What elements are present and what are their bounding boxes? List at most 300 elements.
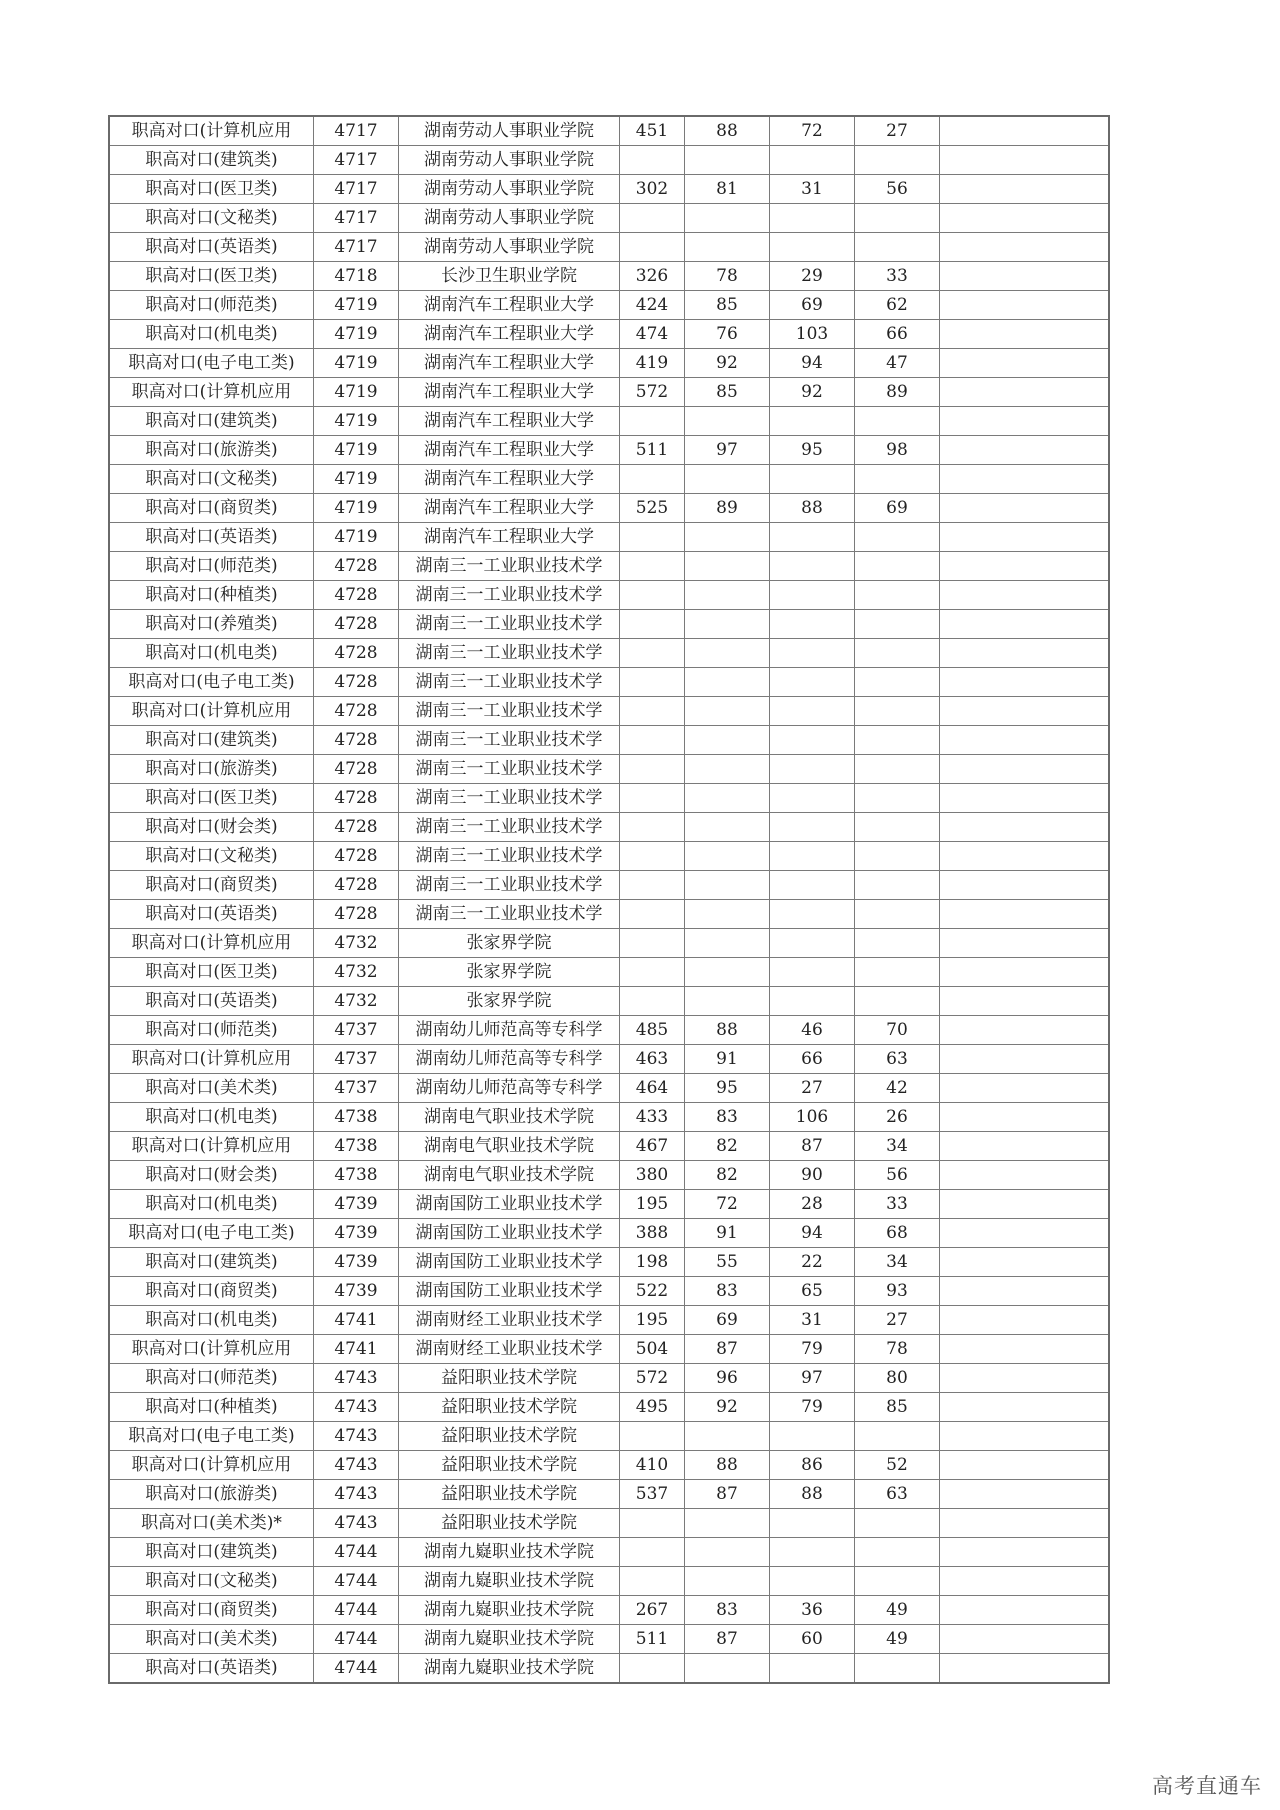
score-3-cell: 36 — [770, 1596, 855, 1625]
total-score-cell — [620, 552, 685, 581]
total-score-cell: 267 — [620, 1596, 685, 1625]
score-4-cell — [855, 523, 940, 552]
table-row — [109, 116, 1109, 146]
score-4-cell — [855, 1654, 940, 1684]
school-name-cell: 湖南三一工业职业技术学 — [399, 784, 620, 813]
total-score-cell — [620, 1538, 685, 1567]
school-name-cell: 益阳职业技术学院 — [399, 1480, 620, 1509]
school-name-cell: 湖南汽车工程职业大学 — [399, 291, 620, 320]
total-score-cell: 504 — [620, 1335, 685, 1364]
score-3-cell — [770, 523, 855, 552]
score-4-cell — [855, 233, 940, 262]
remark-cell — [940, 668, 1110, 697]
score-3-cell: 72 — [770, 116, 855, 146]
score-4-cell: 85 — [855, 1393, 940, 1422]
category-cell: 职高对口(文秘类) — [109, 465, 314, 494]
remark-cell — [940, 1016, 1110, 1045]
school-code-cell: 4717 — [314, 204, 399, 233]
category-cell: 职高对口(英语类) — [109, 523, 314, 552]
table-row — [109, 1654, 1109, 1684]
score-2-cell: 83 — [685, 1103, 770, 1132]
score-2-cell — [685, 552, 770, 581]
score-4-cell: 27 — [855, 1306, 940, 1335]
remark-cell — [940, 436, 1110, 465]
school-name-cell: 湖南国防工业职业技术学 — [399, 1248, 620, 1277]
score-table — [108, 115, 1110, 1684]
category-cell: 职高对口(商贸类) — [109, 1277, 314, 1306]
score-2-cell: 87 — [685, 1335, 770, 1364]
score-2-cell: 88 — [685, 116, 770, 146]
table-row — [109, 1567, 1109, 1596]
score-2-cell — [685, 465, 770, 494]
table-row — [109, 204, 1109, 233]
total-score-cell: 433 — [620, 1103, 685, 1132]
school-name-cell: 湖南劳动人事职业学院 — [399, 204, 620, 233]
category-cell: 职高对口(商贸类) — [109, 871, 314, 900]
total-score-cell — [620, 929, 685, 958]
category-cell: 职高对口(电子电工类) — [109, 1422, 314, 1451]
score-2-cell: 96 — [685, 1364, 770, 1393]
score-4-cell — [855, 668, 940, 697]
remark-cell — [940, 1219, 1110, 1248]
category-cell: 职高对口(计算机应用 — [109, 1451, 314, 1480]
category-cell: 职高对口(师范类) — [109, 1016, 314, 1045]
category-cell: 职高对口(英语类) — [109, 1654, 314, 1684]
table-row — [109, 407, 1109, 436]
score-2-cell — [685, 1654, 770, 1684]
total-score-cell — [620, 407, 685, 436]
remark-cell — [940, 1596, 1110, 1625]
score-3-cell: 46 — [770, 1016, 855, 1045]
school-name-cell: 湖南电气职业技术学院 — [399, 1103, 620, 1132]
school-code-cell: 4743 — [314, 1393, 399, 1422]
table-row — [109, 668, 1109, 697]
score-3-cell: 69 — [770, 291, 855, 320]
school-code-cell: 4738 — [314, 1132, 399, 1161]
table-row — [109, 784, 1109, 813]
remark-cell — [940, 233, 1110, 262]
school-code-cell: 4728 — [314, 813, 399, 842]
school-name-cell: 湖南劳动人事职业学院 — [399, 116, 620, 146]
school-name-cell: 湖南三一工业职业技术学 — [399, 610, 620, 639]
remark-cell — [940, 1248, 1110, 1277]
category-cell: 职高对口(师范类) — [109, 552, 314, 581]
school-code-cell: 4719 — [314, 407, 399, 436]
score-4-cell: 93 — [855, 1277, 940, 1306]
table-row — [109, 552, 1109, 581]
school-code-cell: 4743 — [314, 1364, 399, 1393]
school-name-cell: 湖南电气职业技术学院 — [399, 1132, 620, 1161]
category-cell: 职高对口(机电类) — [109, 1190, 314, 1219]
score-3-cell: 95 — [770, 436, 855, 465]
table-row — [109, 1451, 1109, 1480]
school-name-cell: 益阳职业技术学院 — [399, 1451, 620, 1480]
table-row — [109, 1393, 1109, 1422]
school-code-cell: 4728 — [314, 900, 399, 929]
table-row — [109, 262, 1109, 291]
score-4-cell: 56 — [855, 175, 940, 204]
school-name-cell: 湖南三一工业职业技术学 — [399, 813, 620, 842]
score-3-cell: 106 — [770, 1103, 855, 1132]
remark-cell — [940, 204, 1110, 233]
school-name-cell: 湖南九嶷职业技术学院 — [399, 1654, 620, 1684]
category-cell: 职高对口(商贸类) — [109, 1596, 314, 1625]
school-code-cell: 4739 — [314, 1219, 399, 1248]
score-4-cell — [855, 929, 940, 958]
score-4-cell — [855, 958, 940, 987]
score-3-cell — [770, 755, 855, 784]
school-name-cell: 张家界学院 — [399, 958, 620, 987]
score-2-cell — [685, 697, 770, 726]
category-cell: 职高对口(医卫类) — [109, 262, 314, 291]
category-cell: 职高对口(财会类) — [109, 1161, 314, 1190]
score-3-cell: 79 — [770, 1335, 855, 1364]
score-2-cell — [685, 233, 770, 262]
score-2-cell: 72 — [685, 1190, 770, 1219]
score-4-cell: 34 — [855, 1132, 940, 1161]
remark-cell — [940, 1277, 1110, 1306]
category-cell: 职高对口(英语类) — [109, 987, 314, 1016]
total-score-cell — [620, 204, 685, 233]
score-3-cell — [770, 1567, 855, 1596]
score-4-cell: 80 — [855, 1364, 940, 1393]
category-cell: 职高对口(养殖类) — [109, 610, 314, 639]
score-3-cell — [770, 987, 855, 1016]
score-4-cell — [855, 813, 940, 842]
score-2-cell: 69 — [685, 1306, 770, 1335]
table-row — [109, 436, 1109, 465]
score-2-cell: 78 — [685, 262, 770, 291]
score-3-cell — [770, 958, 855, 987]
total-score-cell: 511 — [620, 1625, 685, 1654]
remark-cell — [940, 1103, 1110, 1132]
score-4-cell: 33 — [855, 1190, 940, 1219]
score-3-cell: 22 — [770, 1248, 855, 1277]
remark-cell — [940, 813, 1110, 842]
total-score-cell — [620, 668, 685, 697]
table-row — [109, 378, 1109, 407]
score-3-cell — [770, 1422, 855, 1451]
school-code-cell: 4719 — [314, 349, 399, 378]
remark-cell — [940, 1422, 1110, 1451]
table-row — [109, 1248, 1109, 1277]
total-score-cell: 302 — [620, 175, 685, 204]
table-row — [109, 639, 1109, 668]
remark-cell — [940, 639, 1110, 668]
school-code-cell: 4732 — [314, 958, 399, 987]
score-2-cell: 85 — [685, 291, 770, 320]
school-code-cell: 4744 — [314, 1654, 399, 1684]
score-4-cell — [855, 146, 940, 175]
table-row — [109, 1625, 1109, 1654]
school-code-cell: 4743 — [314, 1509, 399, 1538]
score-3-cell — [770, 639, 855, 668]
category-cell: 职高对口(文秘类) — [109, 842, 314, 871]
remark-cell — [940, 929, 1110, 958]
remark-cell — [940, 871, 1110, 900]
school-code-cell: 4744 — [314, 1567, 399, 1596]
score-2-cell: 82 — [685, 1132, 770, 1161]
total-score-cell — [620, 842, 685, 871]
school-name-cell: 湖南汽车工程职业大学 — [399, 320, 620, 349]
school-name-cell: 湖南劳动人事职业学院 — [399, 146, 620, 175]
score-4-cell — [855, 1538, 940, 1567]
score-2-cell — [685, 726, 770, 755]
score-4-cell: 33 — [855, 262, 940, 291]
table-row — [109, 1335, 1109, 1364]
category-cell: 职高对口(商贸类) — [109, 494, 314, 523]
remark-cell — [940, 175, 1110, 204]
school-code-cell: 4717 — [314, 233, 399, 262]
score-4-cell — [855, 639, 940, 668]
total-score-cell: 198 — [620, 1248, 685, 1277]
total-score-cell — [620, 697, 685, 726]
table-row — [109, 813, 1109, 842]
score-3-cell: 27 — [770, 1074, 855, 1103]
total-score-cell — [620, 581, 685, 610]
score-2-cell: 81 — [685, 175, 770, 204]
total-score-cell: 388 — [620, 1219, 685, 1248]
school-code-cell: 4741 — [314, 1306, 399, 1335]
score-4-cell — [855, 465, 940, 494]
score-2-cell — [685, 581, 770, 610]
school-code-cell: 4739 — [314, 1277, 399, 1306]
school-name-cell: 湖南汽车工程职业大学 — [399, 378, 620, 407]
table-row — [109, 1074, 1109, 1103]
remark-cell — [940, 842, 1110, 871]
school-name-cell: 益阳职业技术学院 — [399, 1509, 620, 1538]
school-name-cell: 湖南九嶷职业技术学院 — [399, 1567, 620, 1596]
table-row — [109, 1045, 1109, 1074]
total-score-cell: 522 — [620, 1277, 685, 1306]
school-name-cell: 益阳职业技术学院 — [399, 1393, 620, 1422]
score-4-cell: 98 — [855, 436, 940, 465]
category-cell: 职高对口(财会类) — [109, 813, 314, 842]
score-3-cell — [770, 1538, 855, 1567]
remark-cell — [940, 1509, 1110, 1538]
school-code-cell: 4743 — [314, 1480, 399, 1509]
score-2-cell: 91 — [685, 1219, 770, 1248]
school-code-cell: 4744 — [314, 1625, 399, 1654]
table-row — [109, 349, 1109, 378]
school-name-cell: 湖南幼儿师范高等专科学 — [399, 1074, 620, 1103]
category-cell: 职高对口(旅游类) — [109, 755, 314, 784]
score-2-cell: 87 — [685, 1480, 770, 1509]
remark-cell — [940, 1335, 1110, 1364]
remark-cell — [940, 1190, 1110, 1219]
school-name-cell: 湖南劳动人事职业学院 — [399, 233, 620, 262]
school-name-cell: 湖南汽车工程职业大学 — [399, 494, 620, 523]
score-2-cell: 83 — [685, 1596, 770, 1625]
score-3-cell: 31 — [770, 1306, 855, 1335]
score-2-cell: 91 — [685, 1045, 770, 1074]
score-3-cell: 79 — [770, 1393, 855, 1422]
score-4-cell: 49 — [855, 1625, 940, 1654]
table-row — [109, 1132, 1109, 1161]
category-cell: 职高对口(师范类) — [109, 1364, 314, 1393]
school-code-cell: 4717 — [314, 116, 399, 146]
score-2-cell — [685, 1509, 770, 1538]
table-row — [109, 1103, 1109, 1132]
score-3-cell — [770, 1654, 855, 1684]
score-2-cell — [685, 842, 770, 871]
score-4-cell: 66 — [855, 320, 940, 349]
category-cell: 职高对口(种植类) — [109, 1393, 314, 1422]
total-score-cell — [620, 726, 685, 755]
score-4-cell: 27 — [855, 116, 940, 146]
table-row — [109, 987, 1109, 1016]
total-score-cell — [620, 639, 685, 668]
total-score-cell: 410 — [620, 1451, 685, 1480]
school-name-cell: 湖南三一工业职业技术学 — [399, 900, 620, 929]
score-4-cell: 68 — [855, 1219, 940, 1248]
category-cell: 职高对口(电子电工类) — [109, 668, 314, 697]
table-row — [109, 1277, 1109, 1306]
total-score-cell: 525 — [620, 494, 685, 523]
school-code-cell: 4719 — [314, 523, 399, 552]
score-2-cell: 95 — [685, 1074, 770, 1103]
total-score-cell: 511 — [620, 436, 685, 465]
school-code-cell: 4728 — [314, 668, 399, 697]
remark-cell — [940, 320, 1110, 349]
score-4-cell — [855, 552, 940, 581]
category-cell: 职高对口(美术类) — [109, 1625, 314, 1654]
score-2-cell: 89 — [685, 494, 770, 523]
score-3-cell — [770, 610, 855, 639]
school-name-cell: 湖南电气职业技术学院 — [399, 1161, 620, 1190]
score-4-cell: 52 — [855, 1451, 940, 1480]
score-3-cell — [770, 929, 855, 958]
score-3-cell: 92 — [770, 378, 855, 407]
remark-cell — [940, 116, 1110, 146]
remark-cell — [940, 1306, 1110, 1335]
total-score-cell: 464 — [620, 1074, 685, 1103]
score-3-cell — [770, 900, 855, 929]
table-row — [109, 1509, 1109, 1538]
school-name-cell: 湖南幼儿师范高等专科学 — [399, 1045, 620, 1074]
score-4-cell: 63 — [855, 1480, 940, 1509]
category-cell: 职高对口(建筑类) — [109, 726, 314, 755]
table-row — [109, 755, 1109, 784]
remark-cell — [940, 1538, 1110, 1567]
score-2-cell — [685, 929, 770, 958]
table-row — [109, 1219, 1109, 1248]
table-row — [109, 1422, 1109, 1451]
remark-cell — [940, 552, 1110, 581]
school-code-cell: 4738 — [314, 1161, 399, 1190]
score-3-cell — [770, 407, 855, 436]
table-row — [109, 842, 1109, 871]
school-name-cell: 湖南九嶷职业技术学院 — [399, 1596, 620, 1625]
table-body — [109, 116, 1109, 1683]
score-4-cell — [855, 610, 940, 639]
score-2-cell — [685, 987, 770, 1016]
school-code-cell: 4732 — [314, 929, 399, 958]
school-code-cell: 4737 — [314, 1074, 399, 1103]
table-row — [109, 1538, 1109, 1567]
total-score-cell: 463 — [620, 1045, 685, 1074]
school-name-cell: 益阳职业技术学院 — [399, 1364, 620, 1393]
total-score-cell — [620, 146, 685, 175]
score-3-cell — [770, 726, 855, 755]
remark-cell — [940, 1132, 1110, 1161]
table-row — [109, 465, 1109, 494]
category-cell: 职高对口(建筑类) — [109, 1248, 314, 1277]
score-4-cell: 34 — [855, 1248, 940, 1277]
school-name-cell: 张家界学院 — [399, 987, 620, 1016]
total-score-cell — [620, 900, 685, 929]
score-3-cell: 94 — [770, 349, 855, 378]
score-3-cell: 90 — [770, 1161, 855, 1190]
score-3-cell: 29 — [770, 262, 855, 291]
school-name-cell: 长沙卫生职业学院 — [399, 262, 620, 291]
remark-cell — [940, 1364, 1110, 1393]
school-name-cell: 张家界学院 — [399, 929, 620, 958]
school-code-cell: 4728 — [314, 784, 399, 813]
total-score-cell — [620, 1567, 685, 1596]
total-score-cell: 326 — [620, 262, 685, 291]
remark-cell — [940, 1625, 1110, 1654]
remark-cell — [940, 755, 1110, 784]
school-name-cell: 湖南三一工业职业技术学 — [399, 755, 620, 784]
remark-cell — [940, 784, 1110, 813]
category-cell: 职高对口(电子电工类) — [109, 1219, 314, 1248]
table-row — [109, 146, 1109, 175]
total-score-cell: 537 — [620, 1480, 685, 1509]
remark-cell — [940, 726, 1110, 755]
score-2-cell — [685, 784, 770, 813]
school-name-cell: 湖南汽车工程职业大学 — [399, 349, 620, 378]
score-2-cell — [685, 1422, 770, 1451]
score-4-cell: 56 — [855, 1161, 940, 1190]
category-cell: 职高对口(文秘类) — [109, 204, 314, 233]
remark-cell — [940, 900, 1110, 929]
school-code-cell: 4744 — [314, 1538, 399, 1567]
watermark-text: 高考直通车 — [1152, 1774, 1262, 1798]
score-4-cell — [855, 1567, 940, 1596]
total-score-cell — [620, 987, 685, 1016]
total-score-cell — [620, 1654, 685, 1684]
category-cell: 职高对口(医卫类) — [109, 784, 314, 813]
score-4-cell: 62 — [855, 291, 940, 320]
school-code-cell: 4739 — [314, 1248, 399, 1277]
remark-cell — [940, 610, 1110, 639]
school-name-cell: 湖南三一工业职业技术学 — [399, 639, 620, 668]
remark-cell — [940, 262, 1110, 291]
school-name-cell: 湖南三一工业职业技术学 — [399, 726, 620, 755]
total-score-cell: 424 — [620, 291, 685, 320]
school-name-cell: 湖南财经工业职业技术学 — [399, 1335, 620, 1364]
table-row — [109, 1016, 1109, 1045]
score-4-cell — [855, 987, 940, 1016]
remark-cell — [940, 987, 1110, 1016]
score-4-cell — [855, 900, 940, 929]
remark-cell — [940, 1654, 1110, 1684]
score-3-cell: 28 — [770, 1190, 855, 1219]
score-2-cell — [685, 610, 770, 639]
school-name-cell: 湖南三一工业职业技术学 — [399, 552, 620, 581]
table-row — [109, 958, 1109, 987]
total-score-cell — [620, 755, 685, 784]
school-name-cell: 湖南九嶷职业技术学院 — [399, 1625, 620, 1654]
school-code-cell: 4732 — [314, 987, 399, 1016]
school-code-cell: 4728 — [314, 697, 399, 726]
category-cell: 职高对口(旅游类) — [109, 436, 314, 465]
school-name-cell: 湖南三一工业职业技术学 — [399, 871, 620, 900]
score-3-cell — [770, 668, 855, 697]
score-3-cell — [770, 581, 855, 610]
table-row — [109, 726, 1109, 755]
